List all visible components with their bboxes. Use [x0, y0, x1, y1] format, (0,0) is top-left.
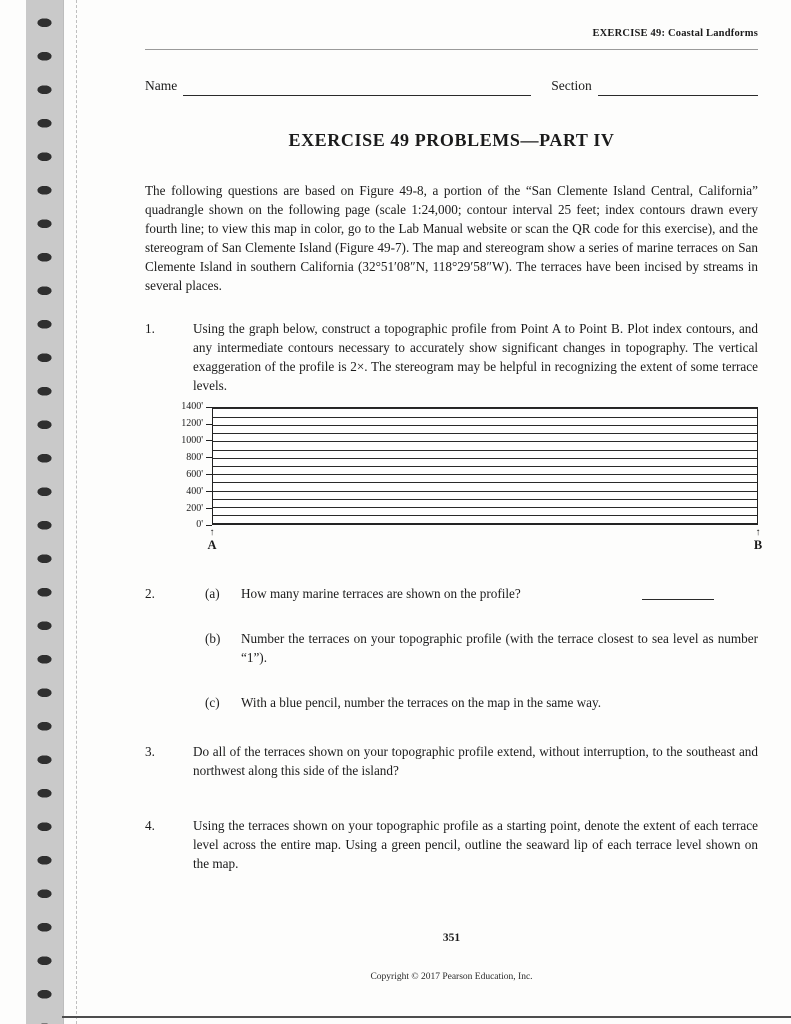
- copyright-line: Copyright © 2017 Pearson Education, Inc.: [370, 972, 533, 982]
- intro-paragraph: The following questions are based on Figure 49-8, a portion of the “San Clemente Island Central, California” quadrangle shown on the following page (scale 1:24,000; contour interval 25 feet; index contours drawn every fourth line; to view this map in color, go to the Lab Manual website or scan the QR code for this exercise), and the stereogram of San Clemente Island (Figure 49-7). The map and stereogram show a series of marine terraces on San Clemente Island in southern California (32°51′08″N, 118°29′58″W). The terraces have been incised by streams in several places.: [145, 183, 758, 294]
- grid-line: [213, 499, 757, 500]
- grid-line: [213, 408, 757, 409]
- y-tick: [181, 419, 212, 429]
- grid-line: [213, 425, 757, 426]
- question-2-number: 2.: [145, 586, 155, 602]
- name-blank: [183, 81, 531, 96]
- question-4: [145, 816, 758, 873]
- name-label: Name: [145, 78, 178, 94]
- y-tick-label: 400': [186, 485, 203, 497]
- y-tick: [196, 520, 212, 530]
- question-1-text: Using the graph below, construct a topographic profile from Point A to Point B. Plot index contours, and any intermediate contours necessary to accurately show significant changes in topography. The vertical exaggeration of the profile is 2×. The stereogram may be helpful in recognizing the extent of some terrace levels.: [193, 321, 758, 394]
- question-2a-letter: (a): [205, 586, 220, 602]
- y-tick: [186, 487, 212, 497]
- section-blank: [598, 81, 758, 96]
- y-tick-label: 200': [186, 502, 203, 514]
- y-tick-label: 0': [196, 519, 203, 531]
- grid-line: [213, 474, 757, 475]
- grid-line: [213, 441, 757, 442]
- grid-line: [213, 433, 757, 434]
- spiral-binding: [26, 0, 64, 1024]
- y-tick: [186, 453, 212, 463]
- y-tick-label: 800': [186, 452, 203, 464]
- y-tick: [181, 436, 212, 446]
- endpoint-a-label: A: [207, 537, 217, 552]
- perforation-line: [76, 0, 77, 1024]
- grid-line: [213, 482, 757, 483]
- section-label: Section: [551, 78, 592, 94]
- arrow-up-icon: ↑: [209, 527, 215, 539]
- question-2b-text: Number the terraces on your topographic profile (with the terrace closest to sea level as number “1”).: [241, 631, 758, 666]
- profile-chart-row: [145, 401, 758, 531]
- y-tick-label: 600': [186, 468, 203, 480]
- running-header: EXERCISE 49: Coastal Landforms: [592, 28, 758, 39]
- question-2c: [205, 693, 758, 712]
- grid-line: [213, 466, 757, 467]
- name-section-row: [145, 76, 758, 95]
- question-4-number: 4.: [145, 818, 155, 834]
- page-content: [145, 0, 763, 873]
- question-3-number: 3.: [145, 744, 155, 760]
- endpoint-b-label: B: [753, 537, 763, 552]
- grid-line: [213, 515, 757, 516]
- question-1: [145, 319, 758, 395]
- endpoint-b: [750, 528, 766, 552]
- y-tick-label: 1200': [181, 418, 203, 430]
- page-title: EXERCISE 49 PROBLEMS—PART IV: [288, 129, 615, 150]
- question-1-number: 1.: [145, 321, 155, 337]
- grid-line: [213, 491, 757, 492]
- arrow-up-icon: ↑: [755, 527, 761, 539]
- question-2a-text: How many marine terraces are shown on the profile?: [241, 586, 521, 602]
- grid-line: [213, 417, 757, 418]
- endpoint-a: [204, 528, 220, 552]
- y-tick-label: 1000': [181, 435, 203, 447]
- question-2: [145, 584, 758, 712]
- y-tick: [181, 402, 212, 412]
- question-2b: [205, 629, 758, 667]
- header-rule: [145, 49, 758, 50]
- grid-line: [213, 458, 757, 459]
- question-2b-letter: (b): [205, 631, 221, 647]
- question-2c-letter: (c): [205, 695, 220, 711]
- grid-line: [213, 507, 757, 508]
- question-2c-text: With a blue pencil, number the terraces on the map in the same way.: [241, 695, 602, 711]
- question-3: [145, 742, 758, 780]
- answer-blank: [642, 586, 714, 600]
- question-2a: [205, 584, 758, 603]
- y-tick: [186, 470, 212, 480]
- page-number: 351: [442, 932, 461, 944]
- question-2-parts: [193, 584, 758, 712]
- question-3-text: Do all of the terraces shown on your topographic profile extend, without interruption, to the southeast and northwest along this side of the island?: [193, 744, 758, 779]
- grid-line: [213, 450, 757, 451]
- scan-edge-artifact: [62, 1016, 791, 1018]
- question-4-text: Using the terraces shown on your topographic profile as a starting point, denote the extent of each terrace level across the entire map. Using a green pencil, outline the seaward lip of each terrace level shown on the map.: [193, 818, 758, 872]
- profile-plot: [212, 407, 758, 525]
- y-tick-label: 1400': [181, 401, 203, 413]
- profile-endpoints: [207, 527, 763, 552]
- profile-y-axis: [145, 401, 212, 531]
- profile-chart: [145, 401, 763, 552]
- y-tick: [186, 504, 212, 514]
